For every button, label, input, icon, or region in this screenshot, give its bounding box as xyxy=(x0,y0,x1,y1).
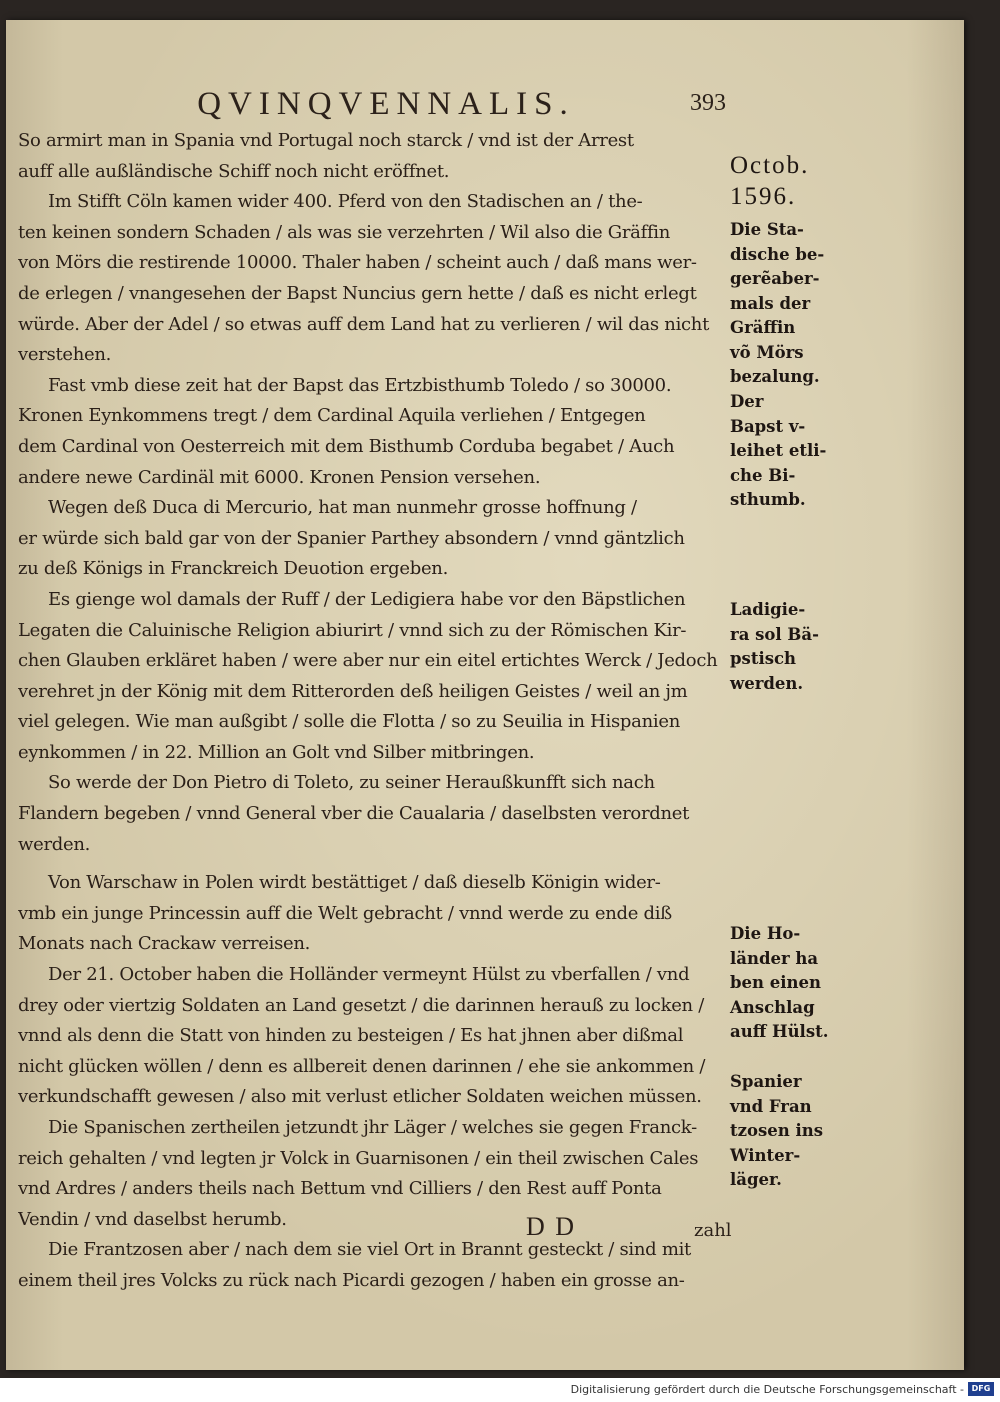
text-line: Im Stifft Cöln kamen wider 400. Pferd von den Stadischen an / the- xyxy=(48,191,643,213)
margin-line: ra sol Bä- xyxy=(730,624,819,644)
margin-line: Die Ho- xyxy=(730,924,801,943)
margin-line: bezalung. xyxy=(730,367,820,386)
text-line: andere newe Cardinäl mit 6000. Kronen Pension versehen. xyxy=(18,466,541,488)
text-line: Legaten die Caluinische Religion abiurirt / vnnd sich zu der Römischen Kir- xyxy=(18,619,687,641)
catchword: zahl xyxy=(694,1220,732,1241)
margin-note-spanier xyxy=(730,1070,838,1193)
text-line: Monats nach Crackaw verreisen. xyxy=(18,933,311,955)
text-line: verstehen. xyxy=(18,344,112,366)
margin-line: che Bi- xyxy=(730,465,796,485)
margin-line: 1596. xyxy=(730,183,797,210)
margin-line: dische be- xyxy=(730,244,825,264)
page-number: 393 xyxy=(690,90,726,116)
margin-line: Gräffin xyxy=(730,318,796,337)
signature-mark: D D xyxy=(526,1212,577,1241)
margin-line: Die Sta- xyxy=(730,220,804,239)
margin-line: leihet etli- xyxy=(730,441,827,460)
margin-line: gerẽaber- xyxy=(730,269,820,288)
text-line: zu deß Königs in Franckreich Deuotion ergeben. xyxy=(18,558,449,580)
text-line: er würde sich bald gar von der Spanier Parthey absondern / vnnd gäntzlich xyxy=(18,527,685,549)
margin-date xyxy=(730,150,838,212)
margin-line: Anschlag xyxy=(730,997,815,1017)
margin-line: Der xyxy=(730,392,764,411)
text-line: So werde der Don Pietro di Toleto, zu seiner Heraußkunfft sich nach xyxy=(48,772,655,794)
text-line: Wegen deß Duca di Mercurio, hat man nunmehr grosse hoffnung / xyxy=(48,497,637,519)
dfg-logo-icon: DFG xyxy=(968,1382,994,1396)
text-line: nicht glücken wöllen / denn es allbereit denen darinnen / ehe sie ankommen / xyxy=(18,1055,706,1077)
text-line: von Mörs die restirende 10000. Thaler haben / scheint auch / daß mans wer- xyxy=(18,252,697,274)
text-line: Fast vmb diese zeit hat der Bapst das Ertzbisthumb Toledo / so 30000. xyxy=(48,374,672,396)
running-title: QVINQVENNALIS. xyxy=(197,86,575,122)
text-line: drey oder viertzig Soldaten an Land gesetzt / die darinnen herauß zu locken / xyxy=(18,994,705,1016)
text-line: reich gehalten / vnd legten jr Volck in Guarnisonen / ein theil zwischen Cales xyxy=(18,1147,699,1169)
margin-line: werden. xyxy=(730,673,804,693)
text-line: dem Cardinal von Oesterreich mit dem Bisthumb Corduba begabet / Auch xyxy=(18,435,675,457)
text-line: vnd Ardres / anders theils nach Bettum vnd Cilliers / den Rest auff Ponta xyxy=(18,1178,662,1200)
margin-line: Winter- xyxy=(730,1145,801,1165)
text-line: vnnd als denn die Statt von hinden zu besteigen / Es hat jhnen aber dißmal xyxy=(18,1025,684,1047)
text-line: chen Glauben erkläret haben / were aber nur ein eitel ertichtes Werck / Jedoch xyxy=(18,650,718,672)
margin-note-stadische xyxy=(730,218,838,390)
margin-line: pstisch xyxy=(730,649,797,668)
text-line: vmb ein junge Princessin auff die Welt gebracht / vnnd werde zu ende diß xyxy=(18,902,672,924)
text-line: viel gelegen. Wie man außgibt / solle die Flotta / so zu Seuilia in Hispanien xyxy=(18,711,680,733)
margin-line: Bapst v- xyxy=(730,416,806,436)
text-line: werden. xyxy=(18,833,91,855)
footer-bar xyxy=(0,1378,1000,1402)
margin-line: Ladigie- xyxy=(730,600,806,619)
margin-line: Octob. xyxy=(730,152,810,179)
funding-credit: Digitalisierung gefördert durch die Deutsche Forschungsgemeinschaft - xyxy=(570,1383,964,1396)
margin-line: auff Hülst. xyxy=(730,1022,829,1041)
margin-line: Spanier xyxy=(730,1072,802,1091)
text-line: Der 21. October haben die Holländer vermeynt Hülst zu vberfallen / vnd xyxy=(48,964,690,986)
text-line: würde. Aber der Adel / so etwas auff dem Land hat zu verlieren / wil das nicht xyxy=(18,313,710,335)
margin-line: vnd Fran xyxy=(730,1096,812,1116)
text-line: Kronen Eynkommens tregt / dem Cardinal Aquila verliehen / Entgegen xyxy=(18,405,646,427)
text-line: Die Frantzosen aber / nach dem sie viel Ort in Brannt gesteckt / sind mit xyxy=(48,1239,691,1261)
margin-line: ben einen xyxy=(730,973,822,992)
margin-line: tzosen ins xyxy=(730,1121,824,1140)
text-line: Es gienge wol damals der Ruff / der Ledigiera habe vor den Bäpstlichen xyxy=(48,588,686,610)
text-line: Vendin / vnd daselbst herumb. xyxy=(18,1208,287,1230)
text-line: Von Warschaw in Polen wirdt bestättiget / daß dieselb Königin wider- xyxy=(48,872,661,894)
text-line: auff alle außländische Schiff noch nicht eröffnet. xyxy=(18,160,450,182)
text-line: eynkommen / in 22. Million an Golt vnd Silber mitbringen. xyxy=(18,741,535,763)
text-line: So armirt man in Spania vnd Portugal noch starck / vnd ist der Arrest xyxy=(18,130,634,151)
text-line: Flandern begeben / vnnd General vber die Caualaria / daselbsten verordnet xyxy=(18,803,690,825)
text-line: Die Spanischen zertheilen jetzundt jhr Läger / welches sie gegen Franck- xyxy=(48,1117,697,1138)
body-text xyxy=(18,126,726,1297)
text-line: einem theil jres Volcks zu rück nach Picardi gezogen / haben ein grosse an- xyxy=(18,1269,685,1291)
text-line: verehret jn der König mit dem Ritterorden deß heiligen Geistes / weil an jm xyxy=(18,680,688,702)
margin-line: sthumb. xyxy=(730,490,806,509)
margin-line: võ Mörs xyxy=(730,342,804,362)
margin-line: läger. xyxy=(730,1170,782,1189)
margin-note-bapst xyxy=(730,390,838,513)
margin-line: mals der xyxy=(730,293,811,313)
margin-note-hollander xyxy=(730,922,838,1045)
text-line: de erlegen / vnangesehen der Bapst Nuncius gern hette / daß es nicht erlegt xyxy=(18,282,697,304)
margin-line: länder ha xyxy=(730,948,819,968)
margin-note-ladigiera xyxy=(730,598,838,696)
book-page xyxy=(6,20,964,1370)
text-line: ten keinen sondern Schaden / als was sie verzehrten / Wil also die Gräffin xyxy=(18,221,671,243)
text-line: verkundschafft gewesen / also mit verlust etlicher Soldaten weichen müssen. xyxy=(18,1086,702,1108)
